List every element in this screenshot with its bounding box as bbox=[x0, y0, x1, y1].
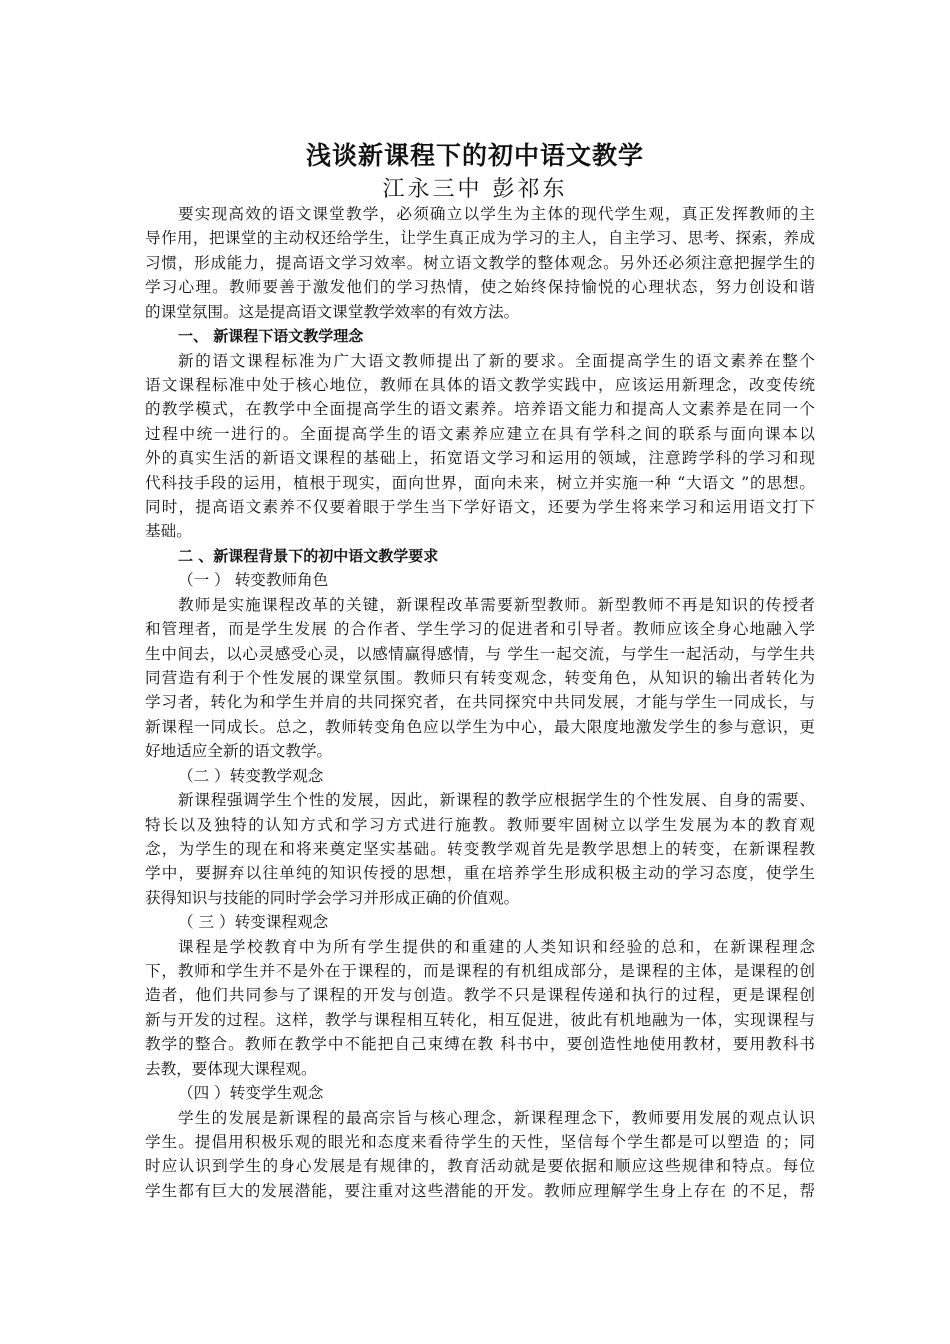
text-line: 学生。提倡用积极乐观的眼光和态度来看待学生的天性，坚信每个学生都是可以塑造 的；同 bbox=[145, 1132, 815, 1151]
text-line: 新的语文课程标准为广大语文教师提出了新的要求。全面提高学生的语文素养在整个 bbox=[178, 351, 815, 370]
text-line: 导作用，把课堂的主动权还给学生，让学生真正成为学习的主人，自主学习、思考、探索，养成 bbox=[145, 229, 815, 248]
text-line: 基础。 bbox=[145, 522, 192, 541]
text-line: 课程是学校教育中为所有学生提供的和重建的人类知识和经验的总和，在新课程理念 bbox=[178, 937, 815, 956]
text-line: 去教，要体现大课程观。 bbox=[145, 1059, 317, 1078]
text-line: 特长以及独特的认知方式和学习方式进行施教。教师要牢固树立以学生发展为本的教育观 bbox=[145, 815, 815, 834]
text-line: 造者，他们共同参与了课程的开发与创造。教学不只是课程传递和执行的过程，更是课程创 bbox=[145, 986, 815, 1005]
author-line: 江永三中 彭祁东 bbox=[382, 177, 568, 202]
document-title: 浅谈新课程下的初中语文教学 bbox=[305, 141, 644, 170]
text-line: （一 ） 转变教师角色 bbox=[178, 571, 329, 590]
text-line: 时应认识到学生的身心发展是有规律的，教育活动就是要依据和顺应这些规律和特点。每位 bbox=[145, 1157, 815, 1176]
text-line: 教师是实施课程改革的关键，新课程改革需要新型教师。新型教师不再是知识的传授者 bbox=[178, 595, 815, 614]
text-line: 生中间去，以心灵感受心灵，以感情赢得感情，与 学生一起交流，与学生一起活动，与学生共 bbox=[145, 644, 815, 663]
text-line: 外的真实生活的新语文课程的基础上，拓宽语文学习和运用的领域，注意跨学科的学习和现 bbox=[145, 449, 815, 468]
text-line: 习惯，形成能力，提高语文学习效率。树立语文教学的整体观念。另外还必须注意把握学生的 bbox=[145, 253, 815, 272]
text-line: 过程中统一进行的。全面提高学生的语文素养应建立在具有学科之间的联系与面向课本以 bbox=[145, 424, 815, 443]
text-line: 代科技手段的运用，植根于现实，面向世界，面向未来，树立并实施一种 “大语文 ”的思想。 bbox=[145, 473, 815, 492]
text-line: 新课程强调学生个性的发展，因此，新课程的教学应根据学生的个性发展、自身的需要、 bbox=[178, 791, 815, 810]
text-line: 一、 新课程下语文教学理念 bbox=[178, 327, 364, 346]
text-line: 下，教师和学生并不是外在于课程的，而是课程的有机组成部分，是课程的主体，是课程的创 bbox=[145, 962, 815, 981]
text-line: 念，为学生的现在和将来奠定坚实基础。转变教学观首先是教学思想上的转变，在新课程教 bbox=[145, 839, 815, 858]
text-line: 学习心理。教师要善于激发他们的学习热情，使之始终保持愉悦的心理状态，努力创设和谐 bbox=[145, 278, 815, 297]
text-line: 和管理者，而是学生发展 的合作者、学生学习的促进者和引导者。教师应该全身心地融入学 bbox=[145, 620, 815, 639]
text-line: 的课堂氛围。这是提高语文课堂教学效率的有效方法。 bbox=[145, 302, 520, 321]
text-line: 教学的整合。教师在教学中不能把自己束缚在教 科书中，要创造性地使用教材，要用教科书 bbox=[145, 1035, 815, 1054]
text-line: 语文课程标准中处于核心地位，教师在具体的语文教学实践中，应该运用新理念，改变传统 bbox=[145, 375, 815, 394]
text-line: 要实现高效的语文课堂教学，必须确立以学生为主体的现代学生观，真正发挥教师的主 bbox=[178, 205, 815, 223]
text-line: （四 ）转变学生观念 bbox=[178, 1084, 324, 1103]
text-line: 学习者，转化为和学生并肩的共同探究者，在共同探究中共同发展，才能与学生一同成长，与 bbox=[145, 693, 815, 712]
text-line: 的教学模式，在教学中全面提高学生的语文素养。培养语文能力和提高人文素养是在同一个 bbox=[145, 400, 815, 419]
text-line: 同时，提高语文素养不仅要着眼于学生当下学好语文，还要为学生将来学习和运用语文打下 bbox=[145, 498, 815, 517]
text-line: 获得知识与技能的同时学会学习并形成正确的价值观。 bbox=[145, 888, 520, 907]
text-line: 学中，要摒弃以往单纯的知识传授的思想，重在培养学生形成积极主动的学习态度，使学生 bbox=[145, 864, 815, 883]
text-line: 新课程一同成长。总之，教师转变角色应以学生为中心，最大限度地激发学生的参与意识，更 bbox=[145, 717, 815, 736]
text-line: 同营造有利于个性发展的课堂氛围。教师只有转变观念，转变角色，从知识的输出者转化为 bbox=[145, 668, 815, 687]
text-line: （二 ）转变教学观念 bbox=[178, 766, 324, 785]
text-line: 新与开发的过程。这样，教学与课程相互转化，相互促进，彼此有机地融为一体，实现课程与 bbox=[145, 1010, 815, 1029]
text-line: （ 三 ）转变课程观念 bbox=[178, 913, 329, 932]
text-line: 学生都有巨大的发展潜能，要注重对这些潜能的开发。教师应理解学生身上存在 的不足，帮 bbox=[145, 1181, 815, 1200]
text-line: 好地适应全新的语文教学。 bbox=[145, 742, 333, 761]
text-line: 二 、新课程背景下的初中语文教学要求 bbox=[178, 546, 439, 565]
text-line: 学生的发展是新课程的最高宗旨与核心理念，新课程理念下，教师要用发展的观点认识 bbox=[178, 1108, 815, 1127]
